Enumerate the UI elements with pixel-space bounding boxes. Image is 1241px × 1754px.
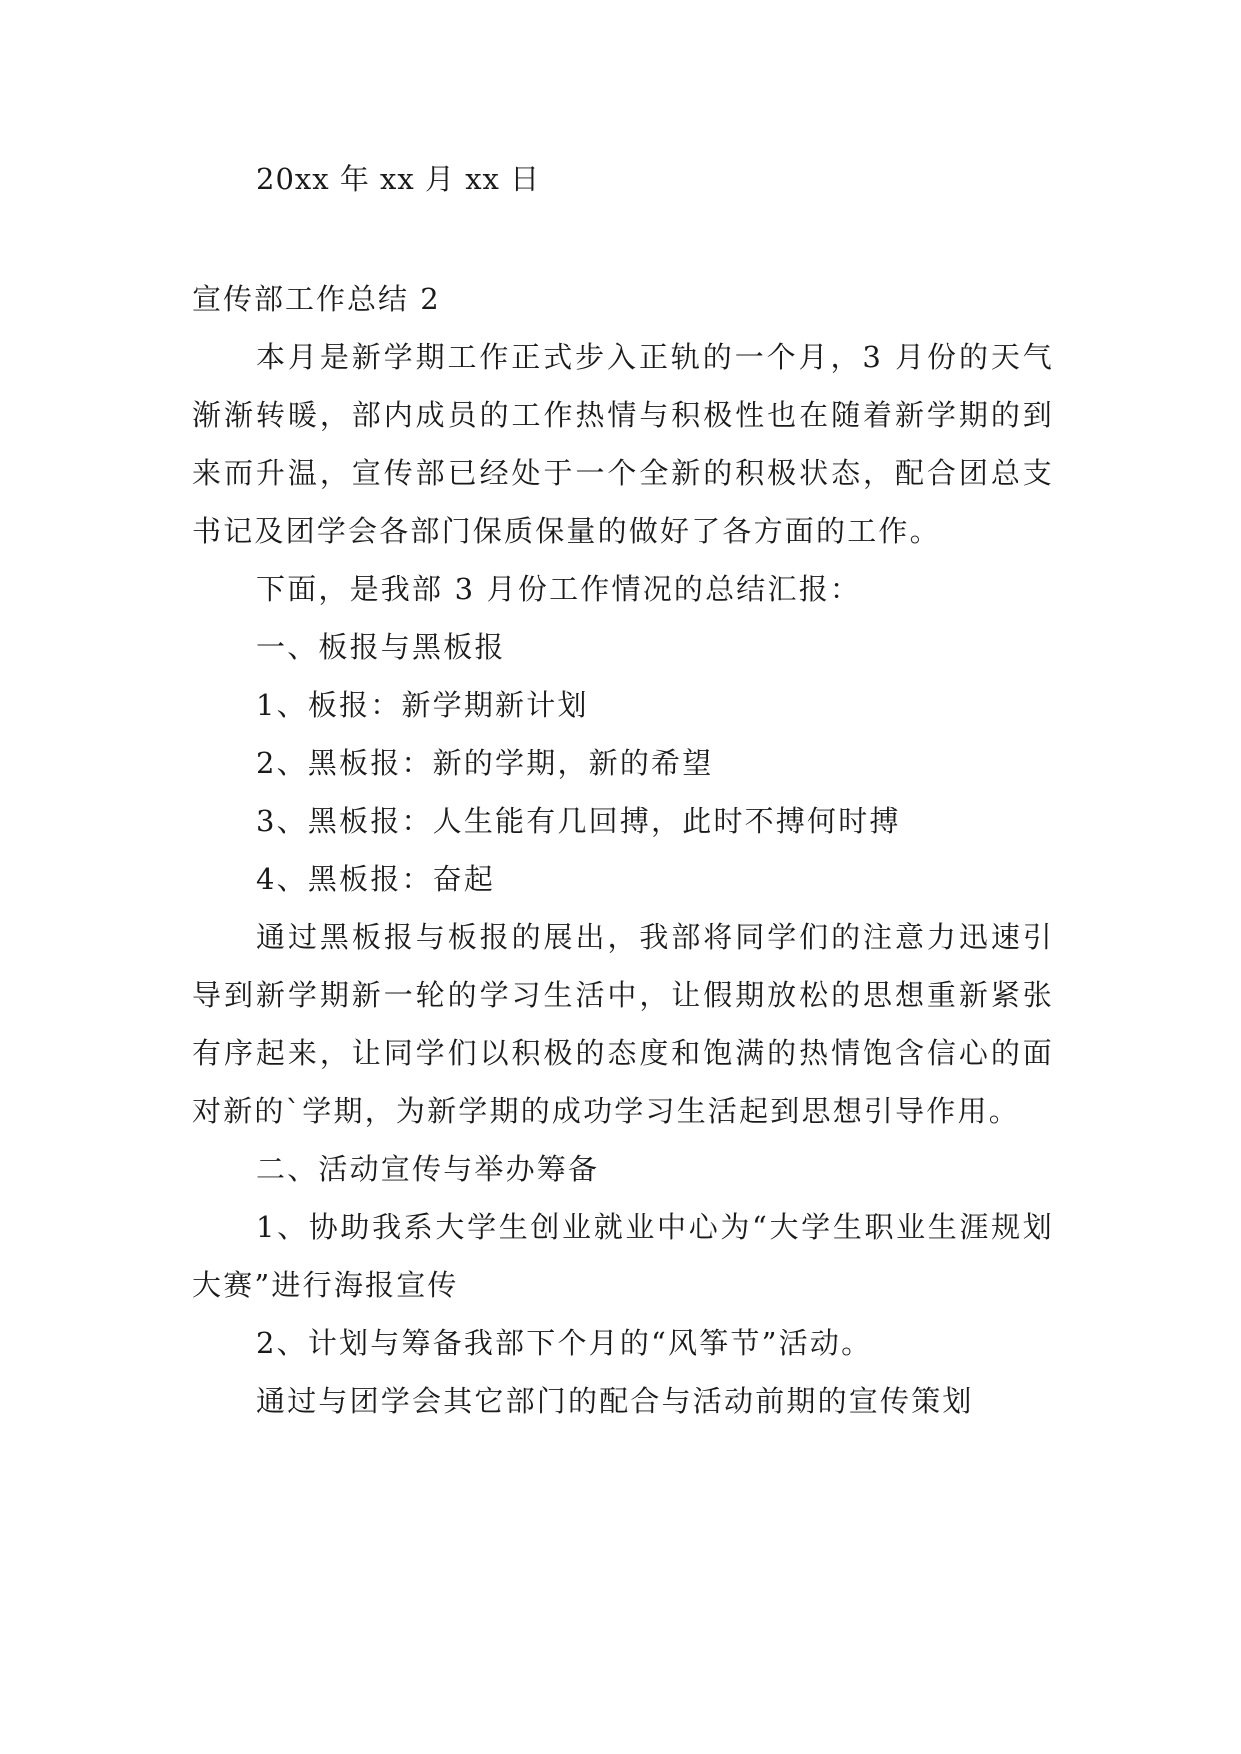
paragraph-intro: 本月是新学期工作正式步入正轨的一个月，3 月份的天气渐渐转暖，部内成员的工作热情与积极性也在随着新学期的到来而升温，宣传部已经处于一个全新的积极状态，配合团总支书记及团学会各部门保质保量的做好了各方面的工作。 [192, 340, 1054, 548]
list-item-board-4: 4、黑板报：奋起 [256, 862, 496, 896]
section-heading-activities: 二、活动宣传与举办筹备 [256, 1152, 600, 1186]
document-date: 20xx 年 xx 月 xx 日 [256, 162, 541, 196]
list-item-activity-1: 1、协助我系大学生创业就业中心为“大学生职业生涯规划大赛”进行海报宣传 [192, 1210, 1054, 1302]
section-heading-board-reports: 一、板报与黑板报 [256, 630, 506, 664]
document-title: 宣传部工作总结 2 [192, 282, 441, 316]
list-item-board-2: 2、黑板报：新的学期，新的希望 [256, 746, 714, 780]
list-item-board-3: 3、黑板报：人生能有几回搏，此时不搏何时搏 [256, 804, 901, 838]
paragraph-summary-lead: 下面，是我部 3 月份工作情况的总结汇报： [256, 572, 862, 606]
list-item-activity-2: 2、计划与筹备我部下个月的“风筝节”活动。 [256, 1326, 873, 1360]
paragraph-activity-effect: 通过与团学会其它部门的配合与活动前期的宣传策划 [256, 1384, 974, 1418]
document-body [192, 150, 1054, 1430]
list-item-board-1: 1、板报：新学期新计划 [256, 688, 589, 722]
paragraph-board-effect: 通过黑板报与板报的展出，我部将同学们的注意力迅速引导到新学期新一轮的学习生活中，让假期放松的思想重新紧张有序起来，让同学们以积极的态度和饱满的热情饱含信心的面对新的`学期，为新学期的成功学习生活起到思想引导作用。 [192, 920, 1054, 1128]
